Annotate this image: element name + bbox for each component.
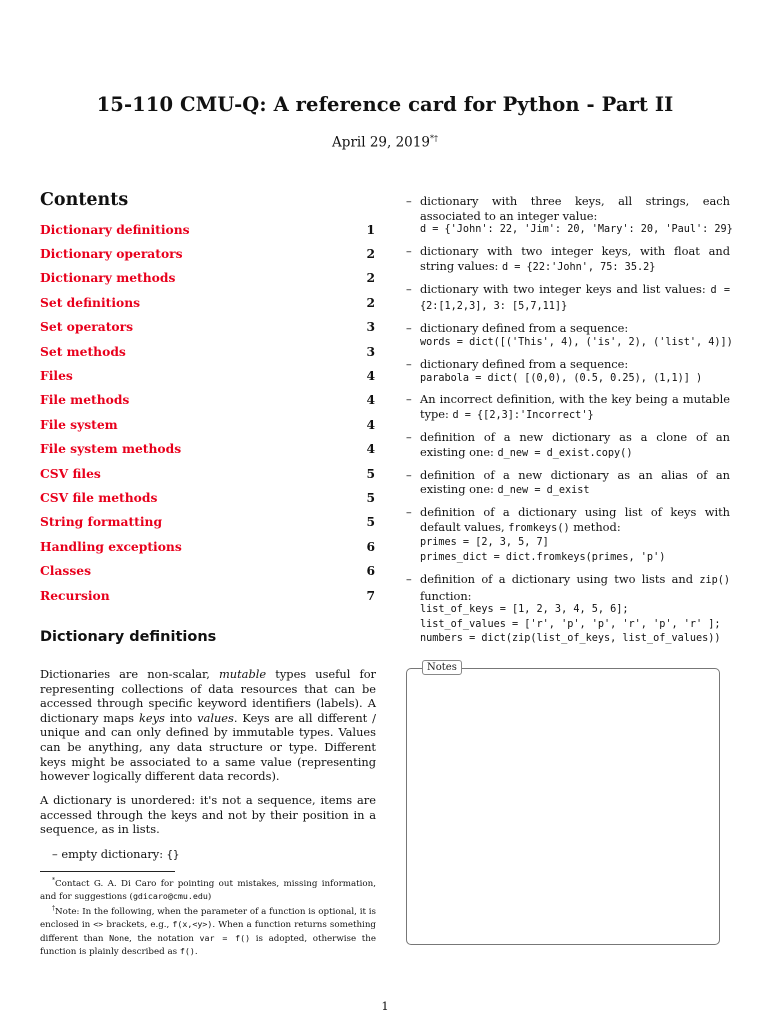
toc-page-number: 5 bbox=[366, 489, 375, 505]
fn2-code-f: f() bbox=[179, 945, 195, 956]
item-text: dictionary with two integer keys, with float and string values: bbox=[420, 244, 730, 273]
list-item-empty-dictionary: – empty dictionary: {} bbox=[52, 847, 180, 861]
toc-link[interactable]: Dictionary operators bbox=[40, 246, 183, 262]
toc-page-number: 6 bbox=[366, 538, 375, 554]
footnote-2-mark: † bbox=[52, 905, 56, 913]
contact-email: gdicaro@cmu.edu bbox=[132, 891, 208, 902]
toc-link[interactable]: Set operators bbox=[40, 319, 134, 335]
notes-box bbox=[406, 668, 720, 945]
page-title: 15-110 CMU-Q: A reference card for Python - Part II bbox=[96, 93, 674, 116]
fn2-text-f: . bbox=[194, 946, 198, 957]
toc-entry[interactable] bbox=[40, 583, 375, 607]
document-date bbox=[0, 134, 770, 151]
section-heading: Dictionary definitions bbox=[40, 629, 217, 645]
p1-text-a: Dictionaries are non-scalar, bbox=[40, 667, 219, 681]
list-item bbox=[402, 357, 730, 386]
toc-page-number: 6 bbox=[366, 563, 375, 579]
code-inline: d = {[2,3]:'Incorrect'} bbox=[452, 410, 594, 422]
code-line: primes = [2, 3, 5, 7] bbox=[420, 537, 549, 549]
toc-entry[interactable] bbox=[40, 290, 375, 314]
footnote-marks: *† bbox=[429, 134, 438, 143]
toc-entry[interactable] bbox=[40, 510, 375, 534]
fn2-text-b: brackets, e.g., bbox=[103, 920, 173, 931]
p1-text-e: into bbox=[164, 710, 198, 725]
toc-link[interactable]: CSV files bbox=[40, 465, 101, 481]
toc-page-number: 4 bbox=[366, 416, 375, 432]
list-item bbox=[402, 194, 733, 238]
toc-link[interactable]: Set definitions bbox=[40, 294, 141, 310]
toc-page-number: 4 bbox=[366, 441, 375, 457]
contents-heading: Contents bbox=[40, 190, 129, 210]
toc-link[interactable]: Classes bbox=[40, 563, 92, 579]
fn2-code-brackets: <> bbox=[93, 919, 104, 930]
toc-link[interactable]: Files bbox=[40, 368, 73, 384]
definitions-list bbox=[402, 194, 733, 653]
footnotes bbox=[40, 875, 376, 958]
fn2-code-var: var = f() bbox=[199, 932, 251, 943]
toc-page-number: 5 bbox=[366, 514, 375, 530]
footnote-1-text: Contact G. A. Di Caro for pointing out mistakes, missing information, and for suggestions ( bbox=[40, 878, 376, 903]
toc-link[interactable]: Dictionary methods bbox=[40, 270, 176, 286]
notes-label: Notes bbox=[422, 660, 462, 675]
code-line: numbers = dict(zip(list_of_keys, list_of_values)) bbox=[420, 633, 721, 645]
list-item bbox=[402, 468, 730, 499]
toc-entry[interactable] bbox=[40, 315, 375, 339]
code-inline: zip() bbox=[699, 574, 730, 586]
p1-text-g: . Keys are all different / unique and can only defined by immutable types. Values can be anything, any data structure or type. Different keys might be associated to a same value (representing however logically different data records). bbox=[40, 710, 376, 784]
toc-entry[interactable] bbox=[40, 339, 375, 363]
toc-link[interactable]: CSV file methods bbox=[40, 489, 158, 505]
item-text: dictionary with two integer keys and list values: bbox=[420, 281, 711, 296]
code-inline: d = {22:'John', 75: 35.2} bbox=[502, 261, 656, 273]
fn2-text-c: . When a function returns something different than bbox=[40, 920, 376, 944]
p1-text-c: types useful for representing collections of data resources that can be accessed through specific keyword identifiers (labels). A dictionary maps bbox=[40, 667, 376, 725]
code-line: list_of_keys = [1, 2, 3, 4, 5, 6]; bbox=[420, 604, 629, 616]
toc-entry[interactable] bbox=[40, 437, 375, 461]
toc-link[interactable]: String formatting bbox=[40, 514, 163, 530]
footnote-2 bbox=[40, 903, 376, 958]
page-number: 1 bbox=[381, 999, 389, 1013]
fn2-text-a: Note: In the following, when the parameter of a function is optional, it is enclosed in bbox=[40, 907, 377, 931]
footnote-1-end: ) bbox=[207, 892, 212, 903]
item-text: dictionary defined from a sequence: bbox=[420, 356, 629, 371]
date-text: April 29, 2019 bbox=[332, 134, 430, 151]
code-inline: d_new = d_exist bbox=[497, 485, 590, 497]
item-text: method: bbox=[569, 519, 621, 534]
toc-entry[interactable] bbox=[40, 266, 375, 290]
intro-paragraph bbox=[40, 667, 376, 784]
toc-link[interactable]: File methods bbox=[40, 392, 130, 408]
footnote-1 bbox=[40, 875, 376, 903]
item-text: An incorrect definition, with the key being a mutable type: bbox=[420, 392, 730, 422]
item-text: dictionary with three keys, all strings, each associated to an integer value: bbox=[420, 194, 730, 223]
footnote-1-mark: * bbox=[52, 877, 55, 884]
list-item bbox=[402, 505, 730, 565]
item-text: definition of a dictionary using list of keys with default values, bbox=[420, 505, 730, 534]
table-of-contents bbox=[40, 217, 375, 607]
code-line: primes_dict = dict.fromkeys(primes, 'p') bbox=[420, 552, 666, 563]
toc-page-number: 4 bbox=[366, 368, 375, 384]
toc-page-number: 5 bbox=[366, 465, 375, 481]
list-item bbox=[402, 321, 733, 350]
toc-link[interactable]: Dictionary definitions bbox=[40, 221, 190, 237]
p1-emph-values: values bbox=[197, 710, 234, 725]
toc-page-number: 3 bbox=[366, 319, 375, 335]
toc-entry[interactable] bbox=[40, 217, 375, 241]
code-line: list_of_values = ['r', 'p', 'p', 'r', 'p', 'r' ]; bbox=[420, 618, 721, 630]
unordered-paragraph: A dictionary is unordered: it's not a sequence, items are accessed through the keys and not by their position in a sequence, as in lists. bbox=[40, 793, 376, 837]
toc-link[interactable]: File system bbox=[40, 416, 118, 432]
toc-entry[interactable] bbox=[40, 485, 375, 509]
item-text: definition of a new dictionary as a clone of an existing one: bbox=[420, 430, 730, 459]
toc-entry[interactable] bbox=[40, 534, 375, 558]
fn2-text-d: , the notation bbox=[129, 933, 200, 944]
p1-emph-keys: keys bbox=[138, 710, 165, 725]
fn2-code-example: f(x,<y>) bbox=[172, 919, 213, 930]
list-item bbox=[402, 282, 730, 315]
empty-dict-text: empty dictionary: bbox=[61, 847, 167, 861]
toc-entry[interactable] bbox=[40, 412, 375, 436]
code-line: words = dict([('This', 4), ('is', 2), ('list', 4)]) bbox=[420, 336, 733, 348]
toc-page-number: 4 bbox=[366, 392, 375, 408]
toc-link[interactable]: File system methods bbox=[40, 441, 182, 457]
code-line: d = {'John': 22, 'Jim': 20, 'Mary': 20, 'Paul': 29} bbox=[420, 224, 733, 236]
fn2-code-none: None bbox=[109, 932, 130, 943]
toc-entry[interactable] bbox=[40, 558, 375, 582]
toc-page-number: 2 bbox=[366, 246, 375, 262]
toc-entry[interactable] bbox=[40, 388, 375, 412]
toc-page-number: 7 bbox=[366, 587, 375, 603]
item-text: function: bbox=[420, 588, 472, 603]
code-line: parabola = dict( [(0,0), (0.5, 0.25), (1,1)] ) bbox=[420, 372, 703, 384]
toc-page-number: 1 bbox=[366, 221, 375, 237]
code-inline: d_new = d_exist.copy() bbox=[497, 447, 633, 459]
fn2-text-e: is adopted, otherwise the function is plainly described as bbox=[40, 933, 376, 957]
code-inline: fromkeys() bbox=[508, 522, 570, 534]
toc-link[interactable]: Recursion bbox=[40, 587, 110, 603]
list-item bbox=[402, 572, 730, 647]
footnote-rule bbox=[40, 871, 175, 872]
toc-link[interactable]: Set methods bbox=[40, 343, 126, 359]
toc-page-number: 3 bbox=[366, 343, 375, 359]
p1-emph-mutable: mutable bbox=[218, 667, 267, 681]
toc-page-number: 2 bbox=[366, 294, 375, 310]
list-item bbox=[402, 244, 730, 275]
toc-entry[interactable] bbox=[40, 461, 375, 485]
toc-link[interactable]: Handling exceptions bbox=[40, 538, 182, 554]
toc-entry[interactable] bbox=[40, 363, 375, 387]
list-item bbox=[402, 430, 730, 461]
empty-dict-code: {} bbox=[166, 849, 180, 861]
item-text: dictionary defined from a sequence: bbox=[420, 321, 629, 336]
toc-page-number: 2 bbox=[366, 270, 375, 286]
item-text: definition of a dictionary using two lists and bbox=[420, 571, 700, 586]
list-item bbox=[402, 392, 730, 423]
code-inline: d = {2:[1,2,3], 3: [5,7,11]} bbox=[420, 284, 730, 313]
toc-entry[interactable] bbox=[40, 241, 375, 265]
item-text: definition of a new dictionary as an alias of an existing one: bbox=[420, 467, 730, 497]
